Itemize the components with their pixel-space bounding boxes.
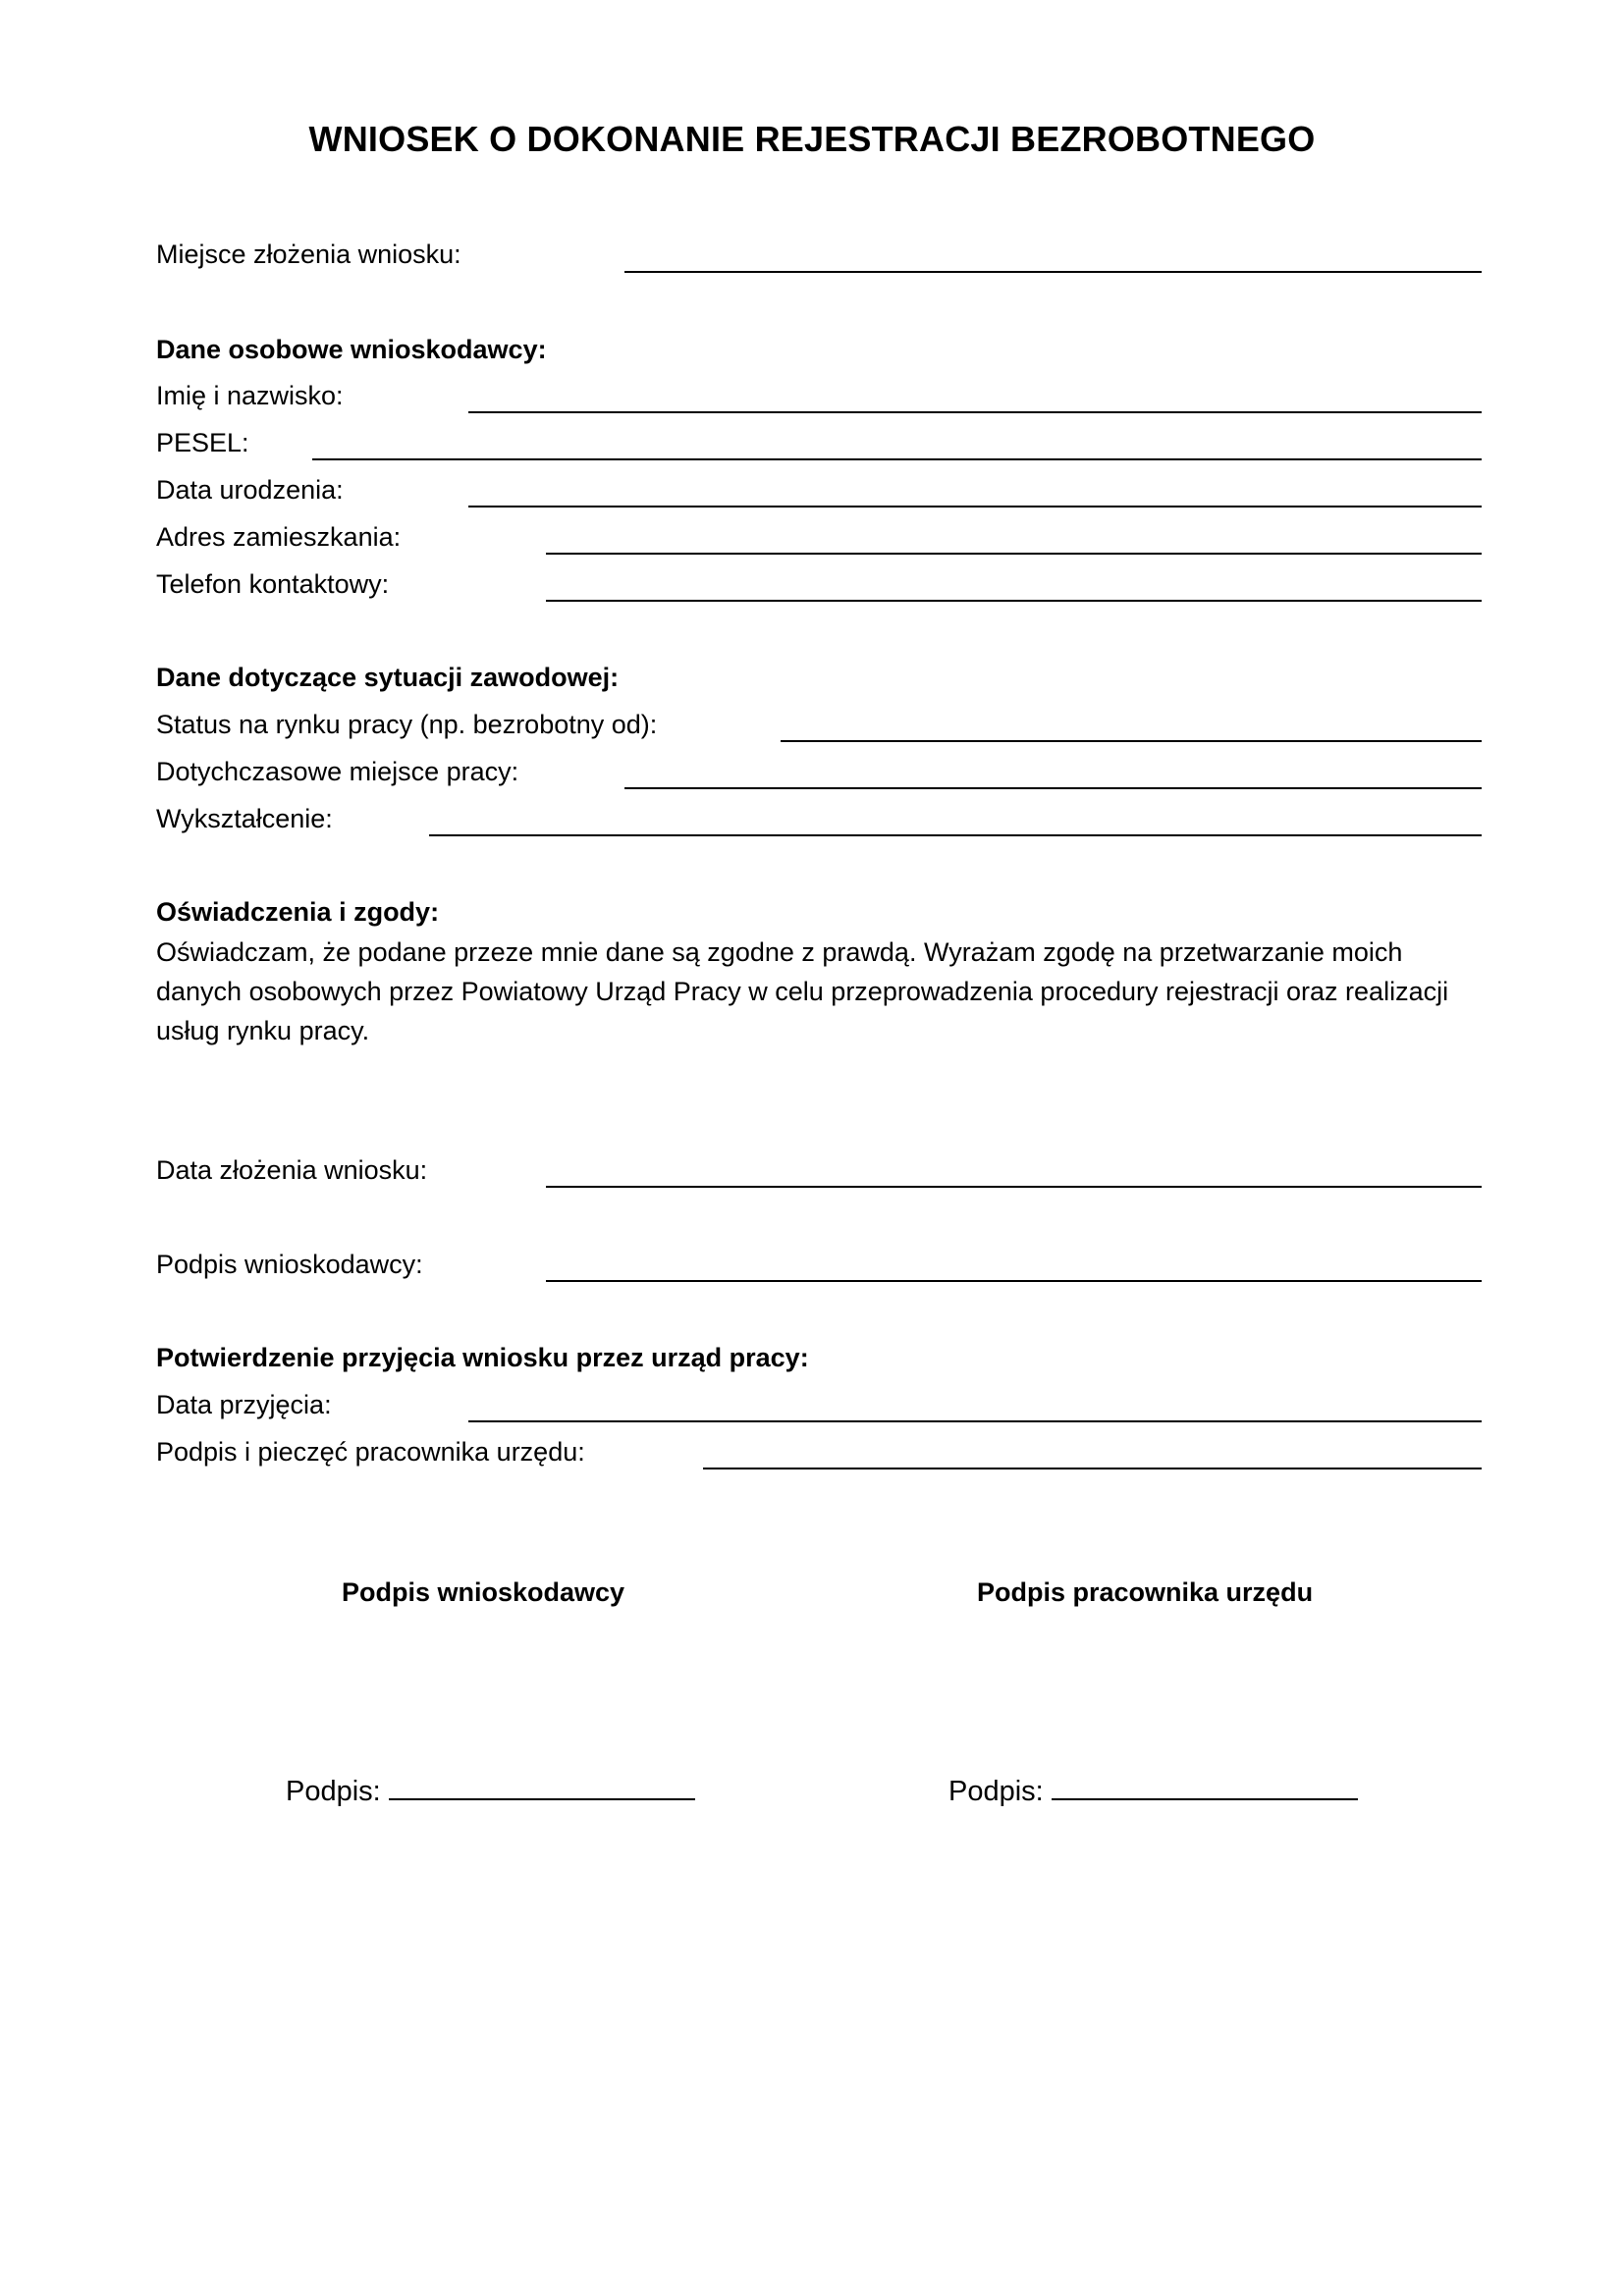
applicant-signature-line-label: Podpis: xyxy=(286,1776,381,1807)
acceptance-date-label: Data przyjęcia: xyxy=(156,1390,332,1419)
address-label: Adres zamieszkania: xyxy=(156,522,402,552)
status-label: Status na rynku pracy (np. bezrobotny od): xyxy=(156,710,658,739)
address-field[interactable] xyxy=(546,553,1482,555)
submission-date-field[interactable] xyxy=(546,1186,1482,1188)
phone-field[interactable] xyxy=(546,600,1482,602)
name-field[interactable] xyxy=(468,411,1482,413)
applicant-signature-field[interactable] xyxy=(546,1280,1482,1282)
officer-signature-blank[interactable] xyxy=(1052,1773,1358,1800)
personal-heading: Dane osobowe wnioskodawcy: xyxy=(156,335,547,364)
submission-date-label: Data złożenia wniosku: xyxy=(156,1155,428,1185)
education-field[interactable] xyxy=(429,834,1482,836)
form-title: WNIOSEK O DOKONANIE REJESTRACJI BEZROBOTNEGO xyxy=(308,119,1316,159)
applicant-signature-blank[interactable] xyxy=(389,1773,695,1800)
officer-signature-line-label: Podpis: xyxy=(948,1776,1044,1807)
declarations-text: Oświadczam, że podane przeze mnie dane są zgodne z prawdą. Wyrażam zgodę na przetwarzanie moich danych osobowych przez Powiatowy Urząd Pracy w celu przeprowadzenia procedury rejestracji oraz realizacji usług rynku pracy. xyxy=(156,937,1449,1045)
work-heading: Dane dotyczące sytuacji zawodowej: xyxy=(156,663,620,692)
confirmation-heading: Potwierdzenie przyjęcia wniosku przez urząd pracy: xyxy=(156,1343,809,1372)
status-field[interactable] xyxy=(781,740,1482,742)
officer-stamp-label: Podpis i pieczęć pracownika urzędu: xyxy=(156,1437,585,1467)
pesel-field[interactable] xyxy=(312,458,1482,460)
previous-job-field[interactable] xyxy=(624,787,1482,789)
education-label: Wykształcenie: xyxy=(156,804,333,833)
birth-date-label: Data urodzenia: xyxy=(156,475,344,505)
officer-signature-line[interactable] xyxy=(948,1773,1358,1809)
applicant-signature-heading: Podpis wnioskodawcy xyxy=(342,1577,625,1607)
officer-signature-heading: Podpis pracownika urzędu xyxy=(977,1577,1314,1607)
previous-job-label: Dotychczasowe miejsce pracy: xyxy=(156,757,519,786)
applicant-signature-label: Podpis wnioskodawcy: xyxy=(156,1250,423,1279)
place-label: Miejsce złożenia wniosku: xyxy=(156,240,461,269)
acceptance-date-field[interactable] xyxy=(468,1420,1482,1422)
declarations-heading: Oświadczenia i zgody: xyxy=(156,897,440,927)
phone-label: Telefon kontaktowy: xyxy=(156,569,390,599)
applicant-signature-line[interactable] xyxy=(286,1773,695,1809)
pesel-label: PESEL: xyxy=(156,428,249,457)
place-field[interactable] xyxy=(624,271,1482,273)
birth-date-field[interactable] xyxy=(468,506,1482,507)
name-label: Imię i nazwisko: xyxy=(156,381,344,410)
officer-stamp-field[interactable] xyxy=(703,1468,1482,1469)
